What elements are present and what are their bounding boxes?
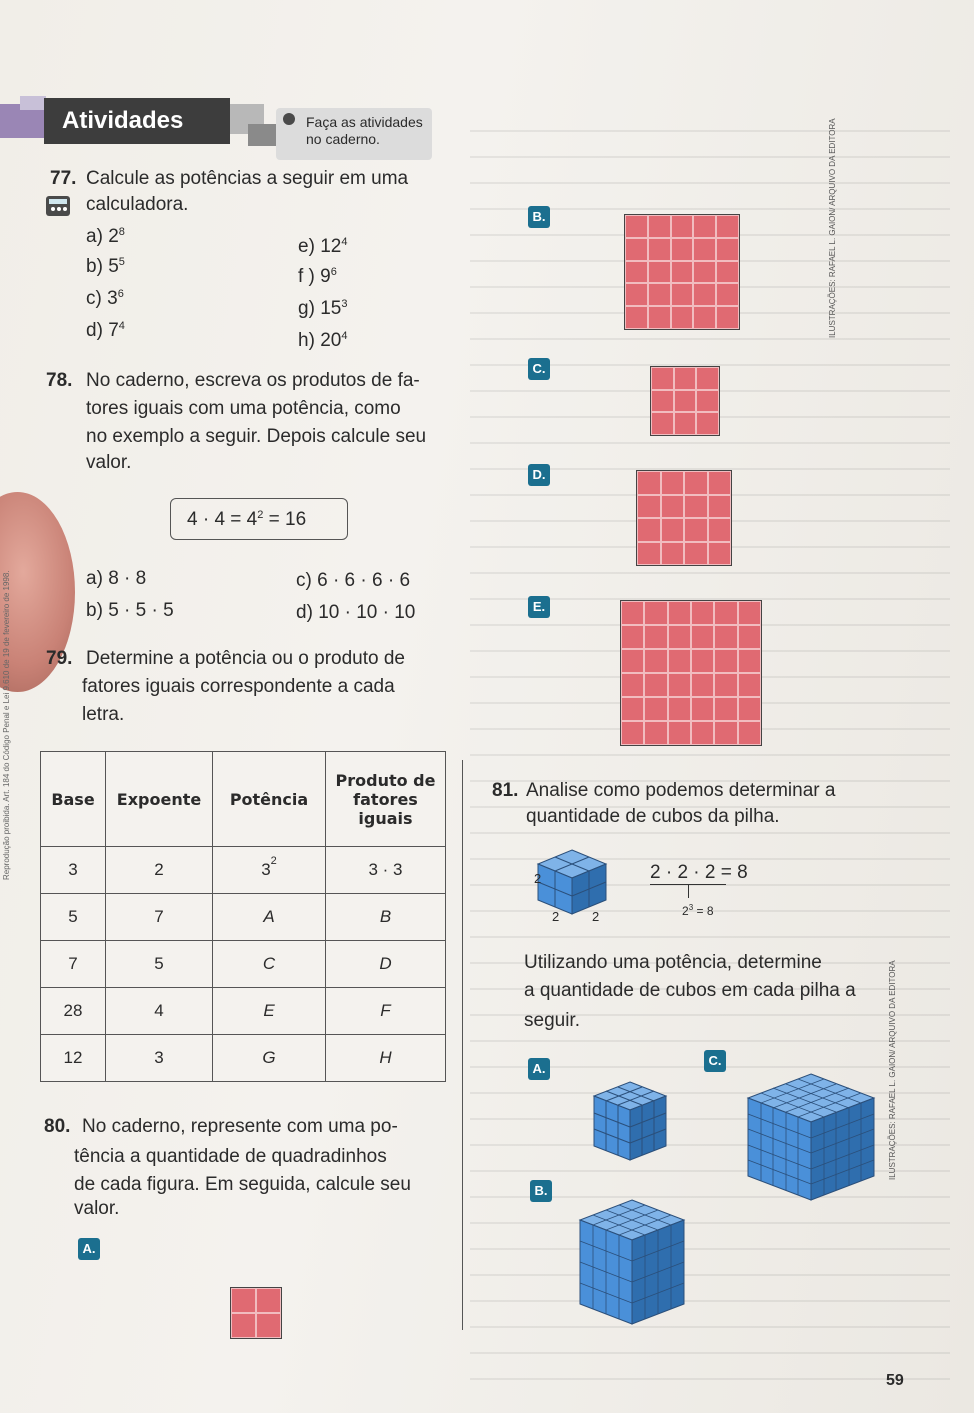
- question-text: valor.: [74, 1198, 120, 1219]
- example-expression: 2 · 2 · 2 = 8: [650, 862, 748, 883]
- copyright-margin-note: Reprodução proibida. Art. 184 do Código Penal e Lei 9.610 de 19 de fevereiro de 1998.: [2, 570, 11, 880]
- question-text: fatores iguais correspondente a cada: [82, 676, 395, 697]
- table-row: 28 4 E F: [41, 988, 446, 1035]
- section-title: Atividades: [62, 107, 184, 134]
- q78-item-d: d) 10 · 10 · 10: [296, 602, 416, 623]
- cube-stack-example: [532, 846, 612, 920]
- powers-table: [40, 751, 446, 1082]
- illustration-credit: ILUSTRAÇÕES: RAFAEL L. GAION/ ARQUIVO DA EDITORA: [828, 118, 837, 338]
- table-header: Produto de fatores iguais: [326, 752, 446, 847]
- figure-label-a: A.: [528, 1058, 550, 1080]
- q77-item-f: f ) $9^6$: [298, 266, 337, 287]
- hint-text: Faça as atividades no caderno.: [306, 114, 423, 147]
- calculator-icon: [46, 196, 70, 216]
- column-divider: [462, 760, 463, 1330]
- pencil-icon: [282, 112, 296, 126]
- dimension-label: 2: [592, 909, 600, 924]
- question-text: no exemplo a seguir. Depois calcule seu: [86, 426, 427, 447]
- figure-label-d: D.: [528, 464, 550, 486]
- figure-label-b: B.: [528, 206, 550, 228]
- table-row: 12 3 G H: [41, 1035, 446, 1082]
- cube-stack-a: [590, 1078, 670, 1164]
- example-expression: $4 \cdot 4 = 4^2 = 16$: [187, 509, 307, 530]
- q78-item-a: a) 8 · 8: [86, 568, 147, 589]
- table-row: 7 5 C D: [41, 941, 446, 988]
- question-text: calculadora.: [86, 194, 189, 215]
- question-number: 78.: [46, 370, 73, 391]
- question-text: Calcule as potências a seguir em uma: [86, 168, 409, 189]
- figure-label-b: B.: [530, 1180, 552, 1202]
- dimension-label: 2: [534, 871, 542, 886]
- square-grid-b: [624, 214, 740, 330]
- question-text: letra.: [82, 704, 125, 725]
- question-text: No caderno, represente com uma po-: [82, 1116, 398, 1137]
- table-header: Base: [41, 752, 106, 847]
- question-number: 81.: [492, 780, 519, 801]
- banner-deco: [248, 124, 278, 146]
- page-number: 59: [886, 1372, 904, 1389]
- question-text: No caderno, escreva os produtos de fa-: [86, 370, 420, 391]
- cube-stack-c: [744, 1070, 878, 1204]
- square-grid-a: [230, 1287, 282, 1339]
- question-text: tores iguais com uma potência, como: [86, 398, 401, 419]
- square-grid-d: [636, 470, 732, 566]
- question-text: Determine a potência ou o produto de: [86, 648, 405, 669]
- q77-item-d: d) $7^4$: [86, 320, 125, 341]
- question-text: a quantidade de cubos em cada pilha a: [524, 980, 856, 1001]
- figure-label-c: C.: [704, 1050, 726, 1072]
- q77-item-h: h) $20^4$: [298, 330, 348, 351]
- question-text: Utilizando uma potência, determine: [524, 952, 822, 973]
- figure-label-e: E.: [528, 596, 550, 618]
- banner-deco: [20, 96, 46, 110]
- table-row: 5 7 A B: [41, 894, 446, 941]
- table-header: Expoente: [106, 752, 213, 847]
- figure-label-c: C.: [528, 358, 550, 380]
- q78-item-c: c) 6 · 6 · 6 · 6: [296, 570, 411, 591]
- brace-line: [688, 884, 689, 898]
- example-power: $2^3 = 8$: [682, 903, 714, 918]
- question-text: tência a quantidade de quadradinhos: [74, 1146, 387, 1167]
- notebook-hint-box: [276, 108, 432, 160]
- question-number: 77.: [50, 168, 77, 189]
- dimension-label: 2: [552, 909, 560, 924]
- question-text: de cada figura. Em seguida, calcule seu: [74, 1174, 411, 1195]
- cube-stack-b: [576, 1196, 688, 1328]
- q77-item-c: c) $3^6$: [86, 288, 124, 309]
- example-box: [170, 498, 348, 540]
- question-text: quantidade de cubos da pilha.: [526, 806, 780, 827]
- question-number: 80.: [44, 1116, 71, 1137]
- question-text: Analise como podemos determinar a: [526, 780, 836, 801]
- table-header: Potência: [213, 752, 326, 847]
- q77-item-b: b) $5^5$: [86, 256, 125, 277]
- question-number: 79.: [46, 648, 73, 669]
- square-grid-c: [650, 366, 720, 436]
- q77-item-g: g) $15^3$: [298, 298, 348, 319]
- q77-item-a: a) $2^8$: [86, 226, 125, 247]
- q77-item-e: e) $12^4$: [298, 236, 348, 257]
- figure-label-a: A.: [78, 1238, 100, 1260]
- section-banner: [44, 98, 230, 144]
- question-text: valor.: [86, 452, 132, 473]
- table-row: 3 2 $3^2$ 3 · 3: [41, 847, 446, 894]
- q78-item-b: b) 5 · 5 · 5: [86, 600, 174, 621]
- question-text: seguir.: [524, 1010, 580, 1031]
- square-grid-e: [620, 600, 762, 746]
- illustration-credit: ILUSTRAÇÕES: RAFAEL L. GAION/ ARQUIVO DA EDITORA: [888, 960, 897, 1180]
